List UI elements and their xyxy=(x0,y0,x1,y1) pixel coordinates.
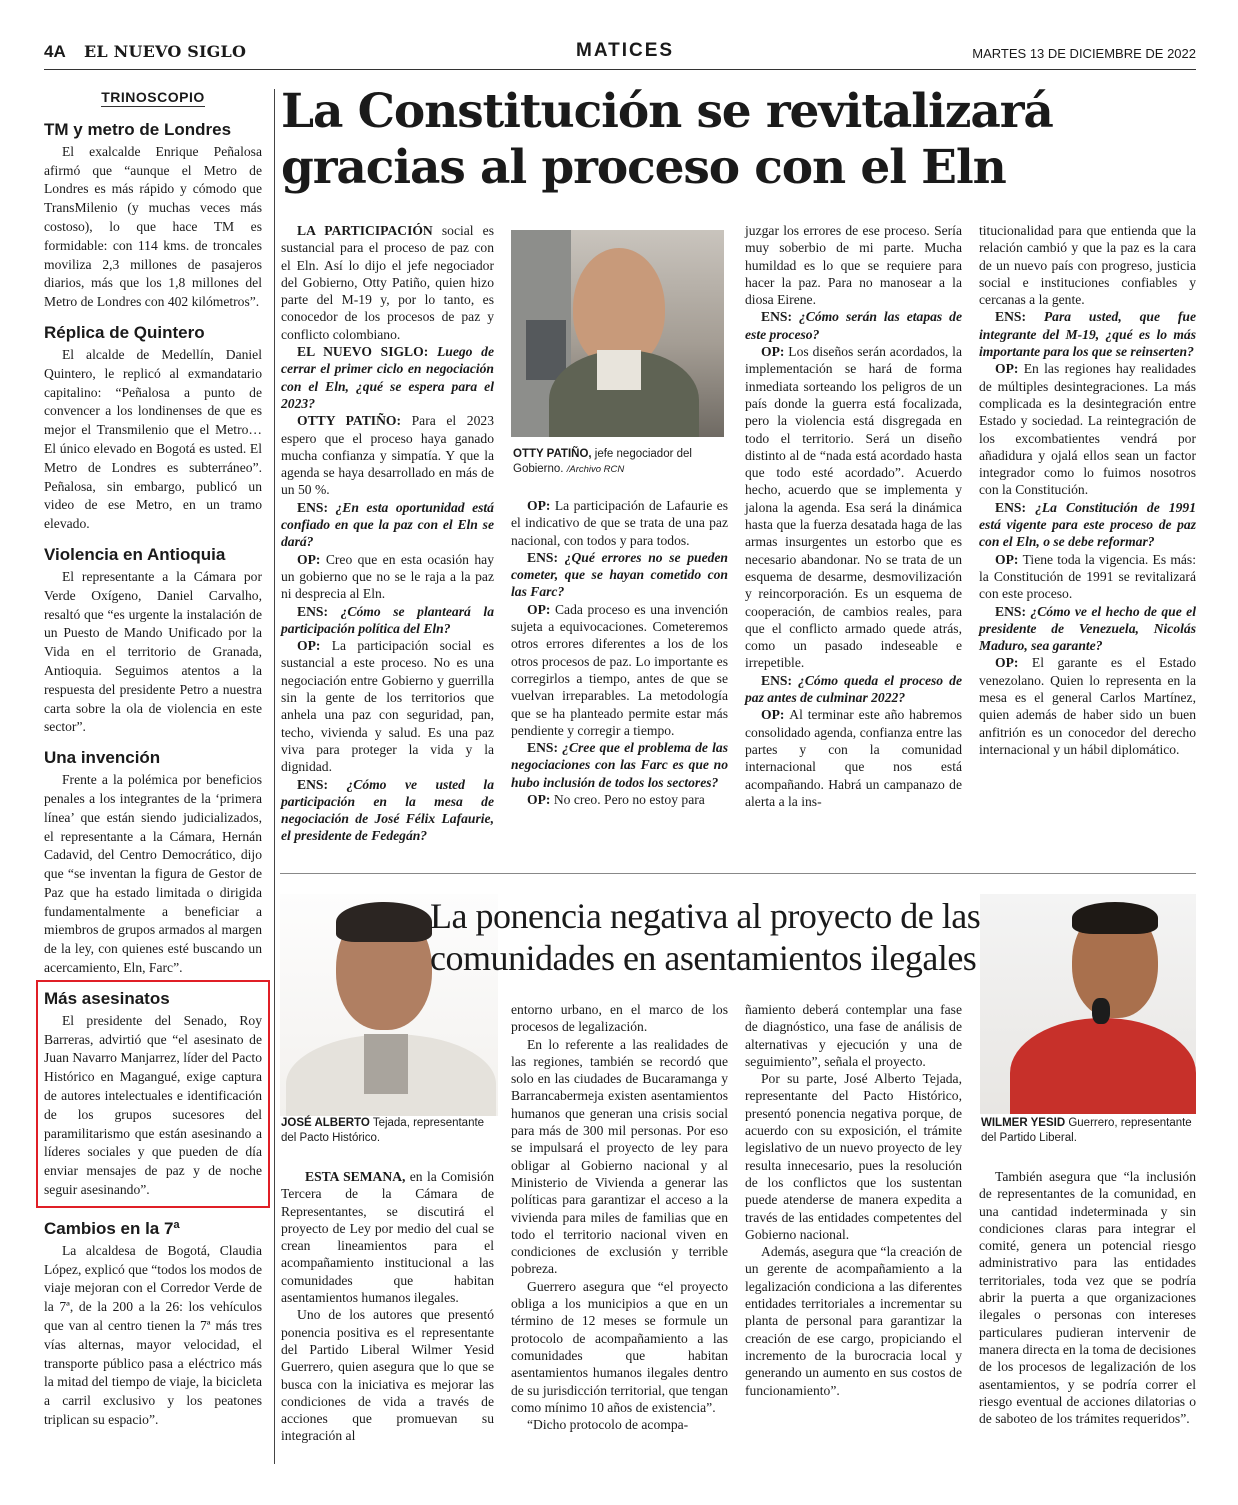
article-paragraph: También asegura que “la inclusión de representantes de la comunidad, en una cantidad indeterminada y sin condiciones claras para integrar el comité, genera un potencial riesgo administrativo para las entidades territoriales, toda vez que se podría abrir la puerta a que organizaciones ilegales o personas con intereses particulares pudieran intervenir de manera directa en la toma de decisiones de los procesos de legalización de los asentamientos, y se podría correr el riesgo eventual de acciones dilatorias o de saboteo de los trámites requeridos”. xyxy=(979,1169,1196,1427)
interview-paragraph: ENS: Para usted, que fue integrante del M-19, ¿qué es lo más importante para los que se reinserten? xyxy=(979,309,1196,360)
interview-paragraph: OP: En las regiones hay realidades de múltiples desintegraciones. La más complicada es la desintegración entre Estado y sociedad. La reintegración de los excombatientes vendrá por añadidura y ojalá ellos sean un factor integrador como lo fuimos nosotros con la Constitución. xyxy=(979,361,1196,498)
interview-paragraph: ENS: ¿Cree que el problema de las negociaciones con las Farc es que no hubo inclusión de todos los sectores? xyxy=(511,740,728,790)
column-divider xyxy=(274,89,275,1464)
newspaper-logo: EL NUEVO SIGLO xyxy=(84,42,247,61)
interview-paragraph: ENS: ¿Cómo serán las etapas de este proceso? xyxy=(745,309,963,342)
interview-paragraph: OP: Al terminar este año habremos consolidado agenda, confianza entre las partes y con la comunidad internacional que nos está acompañando. Habrá un campanazo de alerta a la ins- xyxy=(745,707,962,809)
interview-paragraph: OP: El garante es el Estado venezolano. Quien lo representa en la mesa es el general Carlos Martínez, quien además de haber sido un buen anfitrión es un conocedor del derecho internacional y un hábil diplomático. xyxy=(979,655,1196,757)
sidebar-item xyxy=(44,1218,262,1430)
interview-paragraph: OP: Creo que en esta ocasión hay un gobierno que no se le raja a la paz ni desprecia al Eln. xyxy=(281,551,494,602)
interview-paragraph: EL NUEVO SIGLO: Luego de cerrar el primer ciclo en negociación con el Eln, ¿qué se espera para el 2023? xyxy=(281,344,494,411)
page-header xyxy=(44,40,1196,66)
article2-column-1 xyxy=(281,1168,494,1445)
article-paragraph: Guerrero asegura que “el proyecto obliga a los municipios a que en un término de 12 meses se formule un protocolo de acompañamiento a las comunidades que habitan asentamientos humanos ilegales dentro de su jurisdicción territorial, que tengan como mínimo 10 años de existencia”. xyxy=(511,1278,728,1415)
article2-column-2 xyxy=(511,1001,728,1433)
article-paragraph: Uno de los autores que presentó ponencia positiva es el representante del Partido Liberal Wilmer Yesid Guerrero, quien asegura que lo que se busca con la iniciativa es mejorar las condiciones de vida a través de acciones que promuevan su integración al xyxy=(281,1307,494,1444)
interview-paragraph: titucionalidad para que entienda que la relación cambió y que la paz es la cara de un nuevo país con progreso, justicia social e instituciones confiables y cercanas a la gente. xyxy=(979,223,1196,308)
interview-paragraph: ENS: ¿En esta oportunidad está confiado en que la paz con el Eln se dará? xyxy=(281,499,494,550)
sidebar-item-title: Violencia en Antioquia xyxy=(44,544,226,564)
page-number: 4A xyxy=(44,42,66,61)
article-paragraph: entorno urbano, en el marco de los procesos de legalización. xyxy=(511,1002,728,1035)
article-paragraph: ñamiento deberá contemplar una fase de diagnóstico, una fase de análisis de alternativas y ejecución y una de seguimiento”, señala el proyecto. xyxy=(745,1002,962,1069)
sidebar-item xyxy=(44,747,262,978)
interview-paragraph: OTTY PATIÑO: Para el 2023 espero que el proceso haya ganado mucha confianza y simpatía. Y que la agenda se haya desarrollado en más de un 50 %. xyxy=(281,413,494,498)
interview-paragraph: OP: Cada proceso es una invención sujeta a equivocaciones. Cometeremos otros errores diferentes a los de los otros procesos de paz. Lo importante es corregirlos a tiempo, antes de que se vuelvan irreparables. La metodología que se ha planteado permite estar más pendiente y corregir a tiempo. xyxy=(511,601,728,738)
otty-patino-photo xyxy=(511,230,724,437)
sidebar-item-body: La alcaldesa de Bogotá, Claudia López, explicó que “todos los modos de viaje mejoran con el Corredor Verde de la 7ª, de la 200 a la 26: los vehículos que van al centro tienen la 7ª más tres vías alternas, mayor velocidad, el transporte público pasa a eléctrico más la mitad del tiempo de viaje, la bicicleta a carril exclusivo y los peatones triplican su espacio”. xyxy=(44,1242,262,1428)
interview-paragraph: ENS: ¿Cómo ve usted la participación en la mesa de negociación de José Félix Lafaurie, el presidente de Fedegán? xyxy=(281,776,495,844)
sidebar-item xyxy=(44,988,262,1200)
secondary-headline: La ponencia negativa al proyecto de las comunidades en asentamientos ilegales xyxy=(430,896,981,978)
caption-right: WILMER YESID Guerrero, representante del Partido Liberal. xyxy=(981,1117,1192,1144)
article1-column-4 xyxy=(979,222,1196,758)
issue-date: MARTES 13 DE DICIEMBRE DE 2022 xyxy=(972,46,1196,61)
sidebar-item-body: El alcalde de Medellín, Daniel Quintero, le replicó al exmandatario capitalino: “Peñalosa a punto de convencer a los londinenses de que es mejor el Transmilenio que el Metro… El único elevado en Bogotá es usted. El Metro de Londres es subterráneo”. Peñalosa, sin embargo, publicó un video de ese Metro, en un tramo elevado. xyxy=(44,346,262,532)
interview-paragraph: OP: La participación de Lafaurie es el indicativo de que se trata de una paz nacional, con todos y para todos. xyxy=(511,498,728,548)
article-paragraph: Además, asegura que “la creación de un gerente de acompañamiento a la legalización condiciona a las diferentes entidades territoriales a incrementar su planta de personal para garantizar la creación de ese cargo, propiciando el incremento de la burocracia local y generando un aumento en sus costos de funcionamiento”. xyxy=(745,1244,962,1398)
interview-paragraph: ENS: ¿La Constitución de 1991 está vigente para este proceso de paz con el Eln, o se debe reformar? xyxy=(979,499,1196,550)
main-headline: La Constitución se revitalizará gracias al proceso con el Eln xyxy=(281,84,1053,195)
article1-column-3 xyxy=(745,222,962,810)
article-paragraph: En lo referente a las realidades de las regiones, también se recordó que solo en las ciudades de Bucaramanga y Barrancabermeja existen asentamientos humanos que generan una crisis social para más de 300 mil personas. Por eso se impulsará el proyecto de ley para obligar al Gobierno nacional y al Ministerio de Vivienda a generar las políticas para garantizar el acceso a la vivienda para miles de familias que en todo el territorio nacional viven en condiciones de exclusión y terrible pobreza. xyxy=(511,1036,728,1277)
sidebar-item-body: El presidente del Senado, Roy Barreras, advirtió que “el asesinato de Juan Navarro Manjarrez, líder del Pacto Histórico en Magangué, exige captura de autores intelectuales e identificación de los grupos sucesores del paramilitarismo que están asesinando a líderes sociales y que pueden de día enviar mensajes de paz y de noche seguir asesinando”. xyxy=(44,1012,262,1198)
sidebar-item xyxy=(44,322,262,534)
sidebar-item xyxy=(44,544,262,737)
interview-paragraph: OP: Los diseños serán acordados, la implementación se hará de forma inmediata sorteando los peligros de un país donde la guerra está focalizada, pero la violencia está disgregada en todo el territorio. Será un diseño distinto al de “nada está acordado hasta que todo esté acordado”. Acuerdo hecho, acuerdo que se implementa y jalona la agenda. Esa será la dinámica hasta que la fuerza desatada haga de las armas insurgentes un estorbo que es necesario abandonar. No se trata de un esquema de desarme, desmovilización y reincorporación. Es un esquema de cooperación, de cambios reales, para que el conflicto armado quede atrás, como un pasado indeseable e irrepetible. xyxy=(745,344,962,671)
sidebar-item-title: Una invención xyxy=(44,748,161,768)
interview-paragraph: ENS: ¿Cómo se planteará la participación política del Eln? xyxy=(281,603,494,636)
wilmer-yesid-guerrero-photo xyxy=(980,894,1196,1114)
article1-column-1: LA PARTICIPACIÓN social es sustancial para el proceso de paz con el Eln. Así lo dijo el jefe negociador del Gobierno, Otty Patiño, quien hizo parte del M-19 y, por lo tanto, es conocedor de los procesos de paz y conflicto colombiano. EL NUEVO SIGLO: Luego de cerrar el primer ciclo en negociación con el Eln, ¿qué se espera para el 2023? OTTY PATIÑO: Para el 2023 espero que el proceso haya ganado mucha confianza y simpatía. Y que la agenda se haya desarrollado en más de un 50 %. ENS: ¿En esta oportunidad está confiado en que la paz con el Eln se dará? OP: Creo que en esta ocasión hay un gobierno que no se le raja a la paz ni desprecia al Eln. ENS: ¿Cómo se planteará la participación política del Eln? OP: La participación social es sustancial a este proceso. No es una negociación entre Gobierno y guerrilla sin la gente de los territorios que anhela una paz con seguridad, pan, techo, vivienda y salud. Es una paz viva para proteger la vida y la dignidad. ENS: ¿Cómo ve usted la participación en la mesa de negociación de José Félix Lafaurie, el presidente de Fedegán? xyxy=(281,223,495,844)
article1-column-2 xyxy=(511,497,728,808)
header-divider xyxy=(44,69,1196,70)
sidebar-item-title: Réplica de Quintero xyxy=(44,322,205,342)
sidebar-item-title: Más asesinatos xyxy=(44,988,170,1008)
photo-caption: OTTY PATIÑO, jefe negociador del Gobierno. /Archivo RCN xyxy=(513,448,692,475)
sidebar-heading: TRINOSCOPIO xyxy=(101,89,205,105)
article-paragraph: Por su parte, José Alberto Tejada, representante del Pacto Histórico, presentó ponencia negativa porque, de acuerdo con su exposición, el trámite legislativo de un nuevo proyecto de ley resulta innecesario, pues la resolución de los conflictos que los sustentan puede atenderse de manera expedita a través de las entidades competentes del Gobierno nacional. xyxy=(745,1071,962,1242)
interview-paragraph: juzgar los errores de ese proceso. Sería muy soberbio de mi parte. Mucha humildad es lo que se requiere para hacer la paz. Para no manosear a la diosa Eirene. xyxy=(745,223,962,308)
article-paragraph: ESTA SEMANA, en la Comisión Tercera de la Cámara de Representantes, se discutirá el proyecto de Ley por medio del cual se crean lineamientos para el acompañamiento institucional a las comunidades que habitan asentamientos humanos ilegales. xyxy=(281,1169,494,1306)
sidebar-item-title: Cambios en la 7ª xyxy=(44,1218,180,1238)
section-title: MATICES xyxy=(576,40,675,61)
article2-column-3 xyxy=(745,1001,962,1399)
sidebar-trinoscopio xyxy=(44,88,262,1440)
sidebar-item-body: El representante a la Cámara por Verde Oxígeno, Daniel Carvalho, resaltó que “es urgente la instalación de un Puesto de Mando Unificado por la Vida en el territorio de Granada, Antioquia. Seguimos atentos a la respuesta del presidente Petro a nuestra carta sobre la ola de violencia en este sector”. xyxy=(44,568,262,735)
article-paragraph: “Dicho protocolo de acompa- xyxy=(527,1417,689,1433)
interview-paragraph: OP: No creo. Pero no estoy para xyxy=(527,792,705,808)
caption-left: JOSÉ ALBERTO Tejada, representante del Pacto Histórico. xyxy=(281,1117,485,1144)
interview-paragraph: OP: La participación social es sustancial a este proceso. No es una negociación entre Gobierno y guerrilla sin la gente de los territorios que anhela una paz con seguridad, pan, techo, vivienda y salud. Es una paz viva para proteger la vida y la dignidad. xyxy=(281,638,494,775)
interview-paragraph: ENS: ¿Cómo ve el hecho de que el presidente de Venezuela, Nicolás Maduro, sea garante? xyxy=(979,603,1196,654)
sidebar-item-body: Frente a la polémica por beneficios penales a los integrantes de la ‘primera línea’ que están siendo judicializados, el representante a la Cámara, Hernán Cadavid, del Centro Democrático, dijo que “se inventan la figura de Gestor de Paz que ha estado limitada o dirigida fundamentalmente a beneficiar a miembros de grupos armados al margen de la ley, con quienes esté buscando un acercamiento, Eln, Farc”. xyxy=(44,772,262,976)
article-divider xyxy=(280,873,1196,874)
interview-paragraph: ENS: ¿Cómo queda el proceso de paz antes de culminar 2022? xyxy=(745,672,962,706)
sidebar-item-body: El exalcalde Enrique Peñalosa afirmó que “aunque el Metro de Londres es más rápido y cómodo que TransMilenio (y muchas veces más costoso), lo que hace TM es formidable: con 114 kms. de troncales moviliza 2,3 millones de pasajeros diarios, más que los 1,8 millones del Metro de Londres con 402 kilómetros”. xyxy=(44,143,262,310)
sidebar-item-title: TM y metro de Londres xyxy=(44,119,232,139)
interview-paragraph: OP: Tiene toda la vigencia. Es más: la Constitución de 1991 se revitalizará con este proceso. xyxy=(979,551,1196,602)
sidebar-item xyxy=(44,119,262,312)
interview-paragraph: ENS: ¿Qué errores no se pueden cometer, que se hayan cometido con las Farc? xyxy=(511,549,728,600)
article2-column-4 xyxy=(979,1168,1196,1427)
